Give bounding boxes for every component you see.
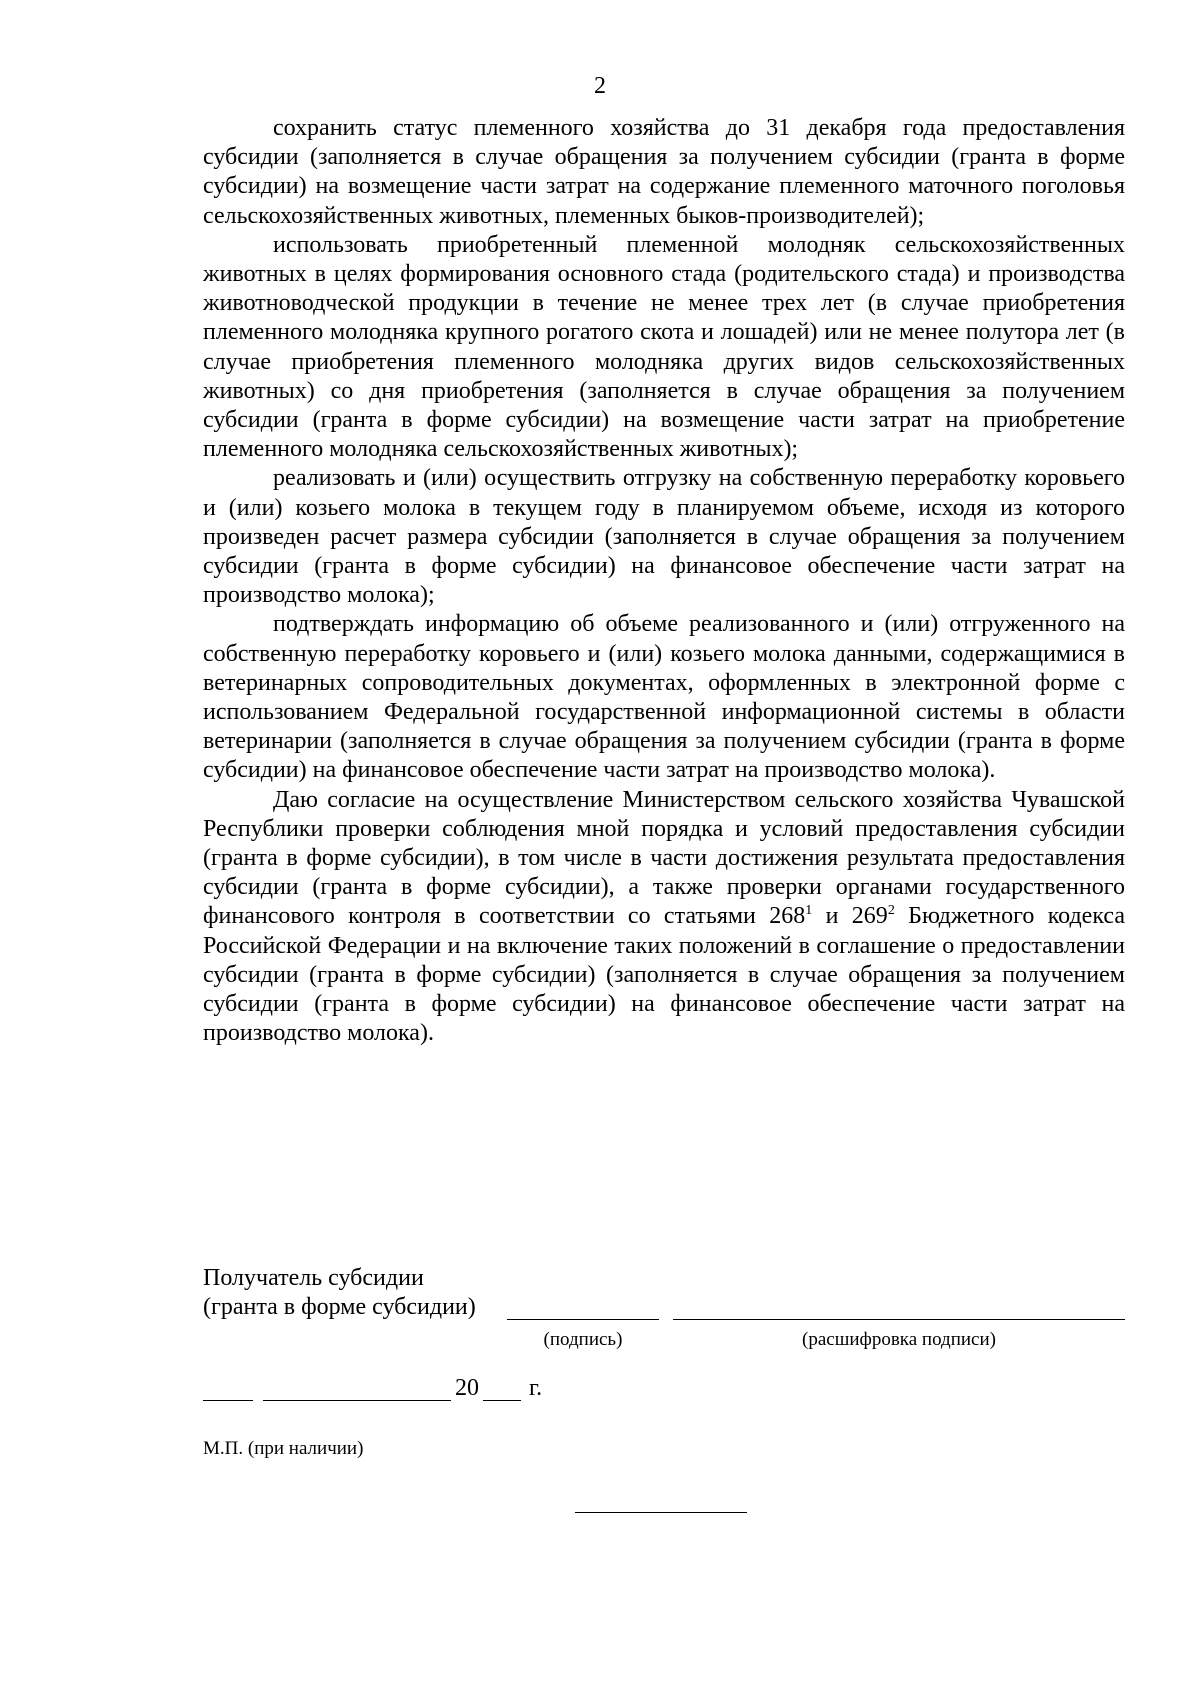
signature-block	[203, 1264, 1125, 1350]
signature-decoding-caption: (расшифровка подписи)	[802, 1329, 996, 1350]
consent-text-part3: Бюджетного кодекса Российской Федерации и на включение таких положений в соглашение о предоставлении субсидии (гранта в форме субсидии) (заполняется в случае обращения за получением субсидии (гранта в форме субсидии) на финансовое обеспечение части затрат на производство молока).	[203, 903, 1125, 1047]
recipient-label-line2: (гранта в форме субсидии)	[203, 1294, 476, 1320]
date-row	[203, 1374, 603, 1404]
date-month-line	[263, 1374, 451, 1401]
footnote-superscript-2: 2	[887, 903, 895, 919]
paragraph-milk-sales: реализовать и (или) осуществить отгрузку на собственную переработку коровьего и (или) козьего молока в текущем году в планируемом объеме, исходя из которого произведен расчет размера субсидии (заполняется в случае обращения за получением субсидии (гранта в форме субсидии) на финансовое обеспечение части затрат на производство молока);	[203, 465, 1125, 609]
date-day-line	[203, 1374, 253, 1401]
date-year-suffix: г.	[529, 1375, 543, 1401]
seal-label: М.П. (при наличии)	[203, 1438, 364, 1459]
signature-line	[507, 1293, 659, 1320]
signature-caption: (подпись)	[543, 1329, 623, 1350]
document-body	[203, 114, 1125, 1049]
date-year-prefix: 20	[455, 1375, 479, 1401]
signature-row	[203, 1293, 1125, 1323]
consent-text-part2: и 269	[812, 903, 888, 930]
end-divider	[575, 1512, 747, 1513]
recipient-label-line1: Получатель субсидии	[203, 1265, 424, 1291]
consent-text-part1: Даю согласие на осуществление Министерством сельского хозяйства Чувашской Республики проверки соблюдения мной порядка и условий предоставления субсидии (гранта в форме субсидии), в том числе в части достижения результата предоставления субсидии (гранта в форме субсидии), а также проверки органами государственного финансового контроля в соответствии со статьями 268	[203, 786, 1125, 930]
footnote-superscript-1: 1	[805, 903, 813, 919]
paragraph-milk-confirmation: подтверждать информацию об объеме реализованного и (или) отгруженного на собственную переработку коровьего и (или) козьего молока данными, содержащимися в ветеринарных сопроводительных документах, оформленных в электронной форме с использованием Федеральной государственной информационной системы в области ветеринарии (заполняется в случае обращения за получением субсидии (гранта в форме субсидии) на финансовое обеспечение части затрат на производство молока).	[203, 611, 1125, 784]
paragraph-consent	[203, 786, 1125, 1049]
paragraph-young-stock: использовать приобретенный племенной молодняк сельскохозяйственных животных в целях формирования основного стада (родительского стада) и производства животноводческой продукции в течение не менее трех лет (в случае приобретения племенного молодняка крупного рогатого скота и лошадей) или не менее полутора лет (в случае приобретения племенного молодняка других видов сельскохозяйственных животных) со дня приобретения (заполняется в случае обращения за получением субсидии (гранта в форме субсидии) на возмещение части затрат на приобретение племенного молодняка сельскохозяйственных животных);	[203, 231, 1125, 463]
date-year-line	[483, 1374, 521, 1401]
signature-decoding-line	[673, 1293, 1125, 1320]
paragraph-breeding-status: сохранить статус племенного хозяйства до 31 декабря года предоставления субсидии (заполняется в случае обращения за получением субсидии (гранта в форме субсидии) на возмещение части затрат на содержание племенного маточного поголовья сельскохозяйственных животных, племенных быков-производителей);	[203, 115, 1125, 229]
page-number: 2	[594, 73, 606, 99]
